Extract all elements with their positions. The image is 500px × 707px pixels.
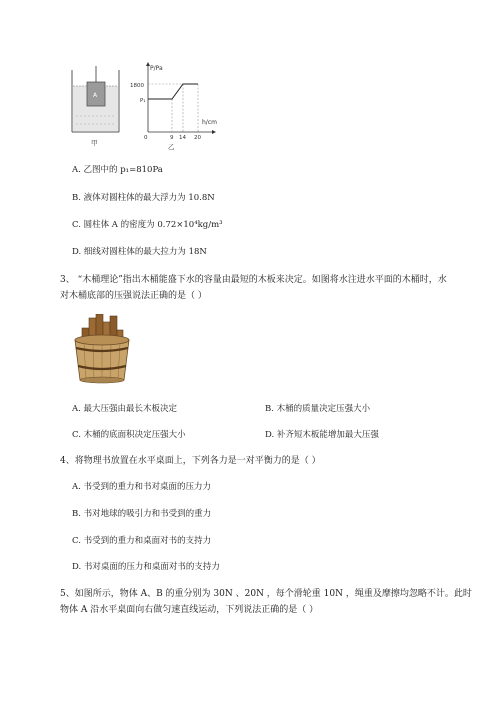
block-label: A [93, 92, 98, 99]
q5-stem-line2: 物体 A 沿水平桌面向右做匀速直线运动，下列说法正确的是（ ） [60, 605, 319, 615]
origin-label: 0 [144, 135, 148, 141]
q4-option-b: B. 书对地球的吸引力和书受到的重力 [72, 509, 212, 519]
q4-stem: 4、将物理书放置在水平桌面上，下列各力是一对平衡力的是（ ） [60, 456, 321, 466]
container-diagram [72, 66, 119, 132]
q5-stem-line1: 5、如图所示，物体 A、B 的重分别为 30N 、20N ，每个滑轮重 10N ，绳重及摩擦均忽略不计。此时 [60, 589, 472, 599]
x-tick-20: 20 [194, 135, 201, 141]
figure-label-yi: 乙 [168, 143, 175, 151]
y-axis-label: P/Pa [150, 65, 163, 72]
q2-option-a: A. 乙图中的 p₁=810Pa [72, 165, 163, 175]
y-tick-1800: 1800 [130, 83, 144, 89]
x-tick-9: 9 [170, 135, 174, 141]
q3-option-c: C. 木桶的底面积决定压强大小 [72, 430, 186, 440]
q2-option-b: B. 液体对圆柱体的最大浮力为 10.8N [72, 193, 215, 203]
figure-container-pressure [62, 60, 282, 152]
pressure-curve [148, 84, 198, 99]
q3-stem-line2: 对木桶底部的压强说法正确的是（ ） [60, 291, 207, 301]
q2-option-c: C. 圆柱体 A 的密度为 0.72×10⁴kg/m³ [72, 220, 223, 230]
y-tick-p1: P₁ [140, 98, 146, 104]
q4-option-a: A. 书受到的重力和书对桌面的压力力 [72, 482, 212, 492]
q3-option-a: A. 最大压强由最长木板决定 [72, 404, 178, 414]
q4-option-c: C. 书受到的重力和桌面对书的支持力 [72, 536, 212, 546]
pressure-graph [130, 62, 217, 141]
q2-option-d: D. 细线对圆柱体的最大拉力为 18N [72, 247, 207, 257]
x-tick-14: 14 [179, 135, 186, 141]
q3-option-d: D. 补齐短木板能增加最大压强 [265, 430, 379, 440]
wooden-barrel-image [70, 314, 134, 384]
q4-option-d: D. 书对桌面的压力和桌面对书的支持力 [72, 562, 220, 572]
figure-label-jia: 甲 [91, 139, 98, 147]
q3-stem-line1: 3、 “木桶理论”指出木桶能盛下水的容量由最短的木板来决定。如图将水注进水平面的木桶时，水 [60, 275, 447, 285]
q3-option-b: B. 木桶的质量决定压强大小 [265, 404, 371, 414]
x-axis-label: h/cm [202, 119, 217, 126]
